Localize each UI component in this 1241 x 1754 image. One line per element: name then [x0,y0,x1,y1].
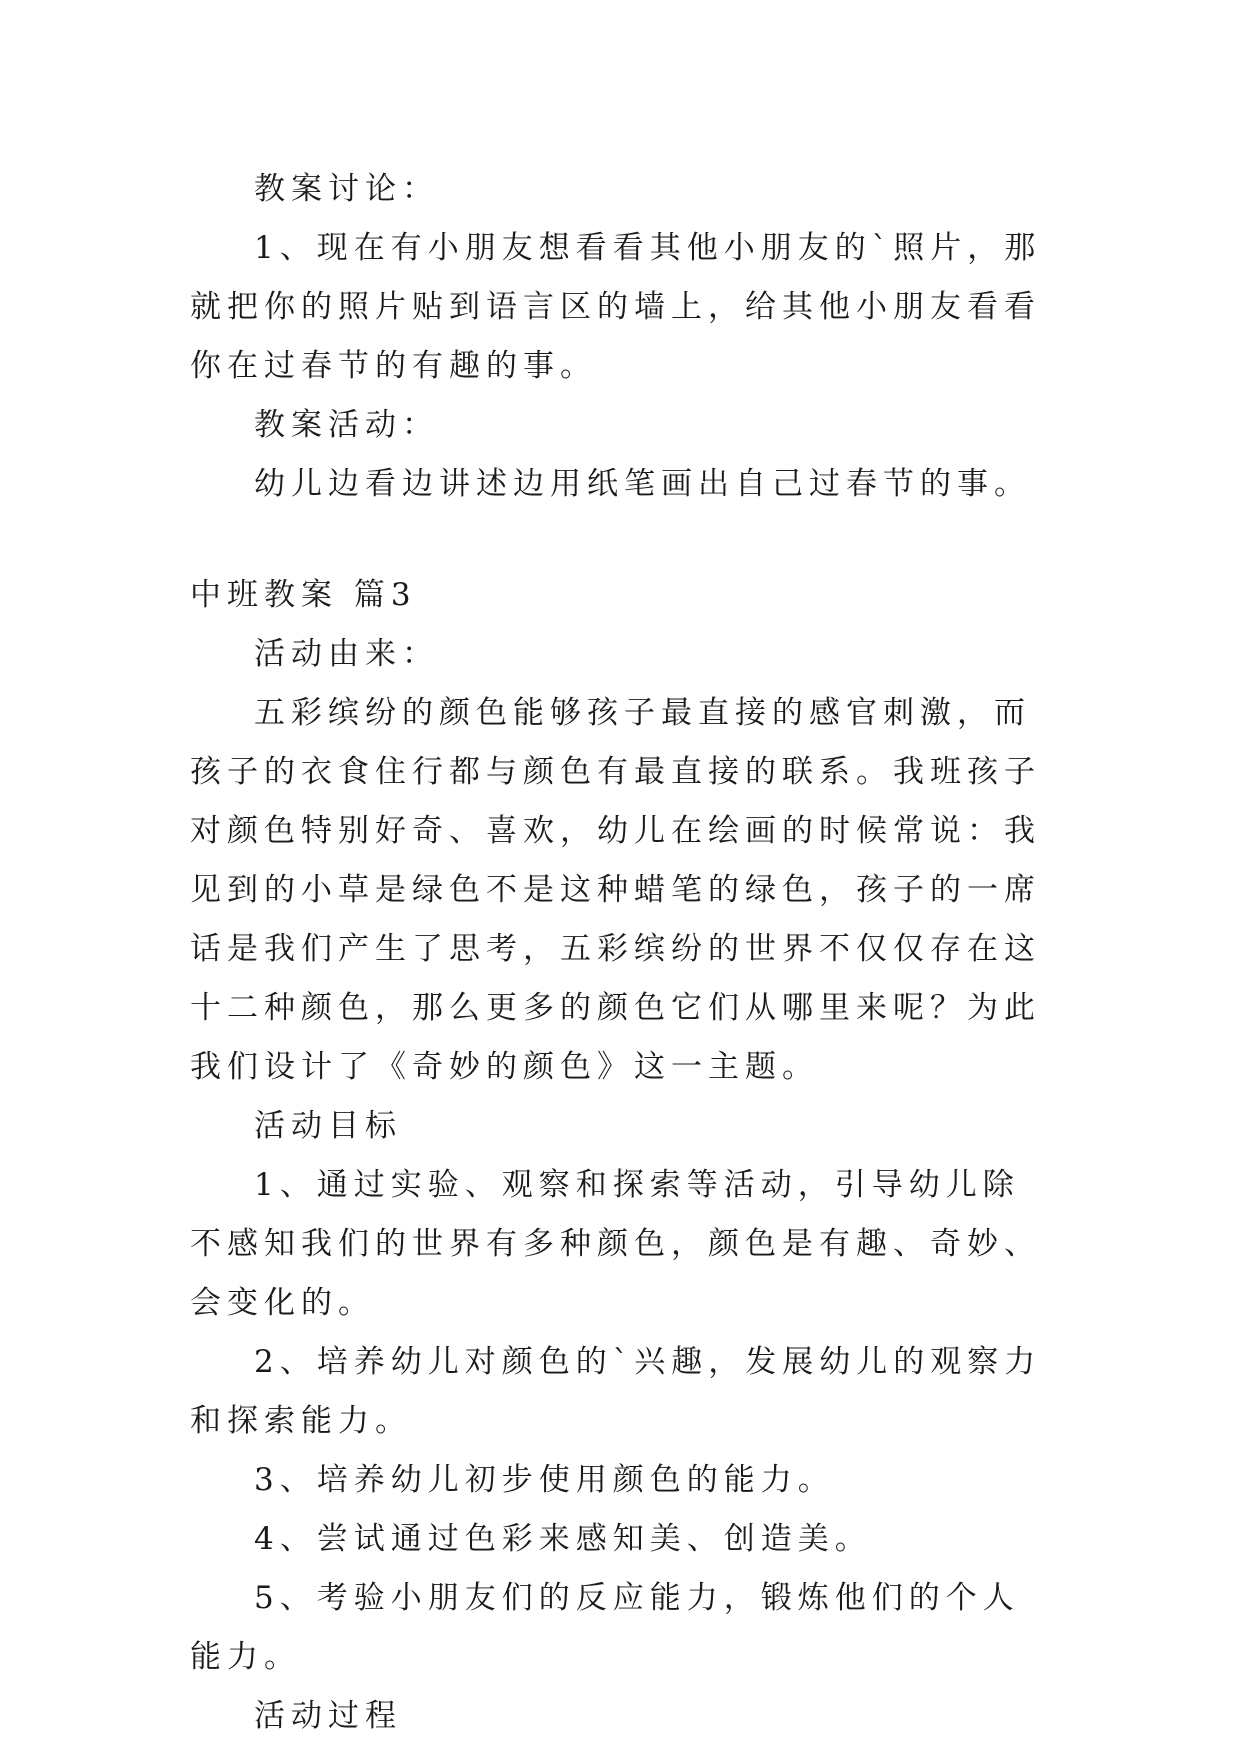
paragraph-discussion-1: 1、现在有小朋友想看看其他小朋友的`照片，那就把你的照片贴到语言区的墙上，给其他小朋友看看你在过春节的有趣的事。 [190,230,1042,384]
section-label-process: 活动过程 [254,1698,402,1734]
paragraph-activity: 幼儿边看边讲述边用纸笔画出自己过春节的事。 [254,466,1031,502]
document-body [190,160,1055,1746]
section-heading: 中班教案 篇3 [190,577,417,613]
goal-item-4: 4、尝试通过色彩来感知美、创造美。 [254,1521,872,1557]
section-label-activity: 教案活动： [254,407,439,443]
goal-item-1: 1、通过实验、观察和探索等活动，引导幼儿除不感知我们的世界有多种颜色，颜色是有趣、奇妙、会变化的。 [190,1167,1041,1321]
section-label-goals: 活动目标 [254,1108,402,1144]
paragraph-origin: 五彩缤纷的颜色能够孩子最直接的感官刺激，而孩子的衣食住行都与颜色有最直接的联系。我班孩子对颜色特别好奇、喜欢，幼儿在绘画的时候常说：我见到的小草是绿色不是这种蜡笔的绿色，孩子的一席话是我们产生了思考，五彩缤纷的世界不仅仅存在这十二种颜色，那么更多的颜色它们从哪里来呢？为此我们设计了《奇妙的颜色》这一主题。 [190,695,1041,1085]
section-label-origin: 活动由来： [254,636,439,672]
goal-item-3: 3、培养幼儿初步使用颜色的能力。 [254,1462,835,1498]
goal-item-5: 5、考验小朋友们的反应能力，锻炼他们的个人能力。 [190,1580,1020,1675]
section-label-discussion: 教案讨论： [254,171,439,207]
goal-item-2: 2、培养幼儿对颜色的`兴趣，发展幼儿的观察力和探索能力。 [190,1344,1042,1439]
